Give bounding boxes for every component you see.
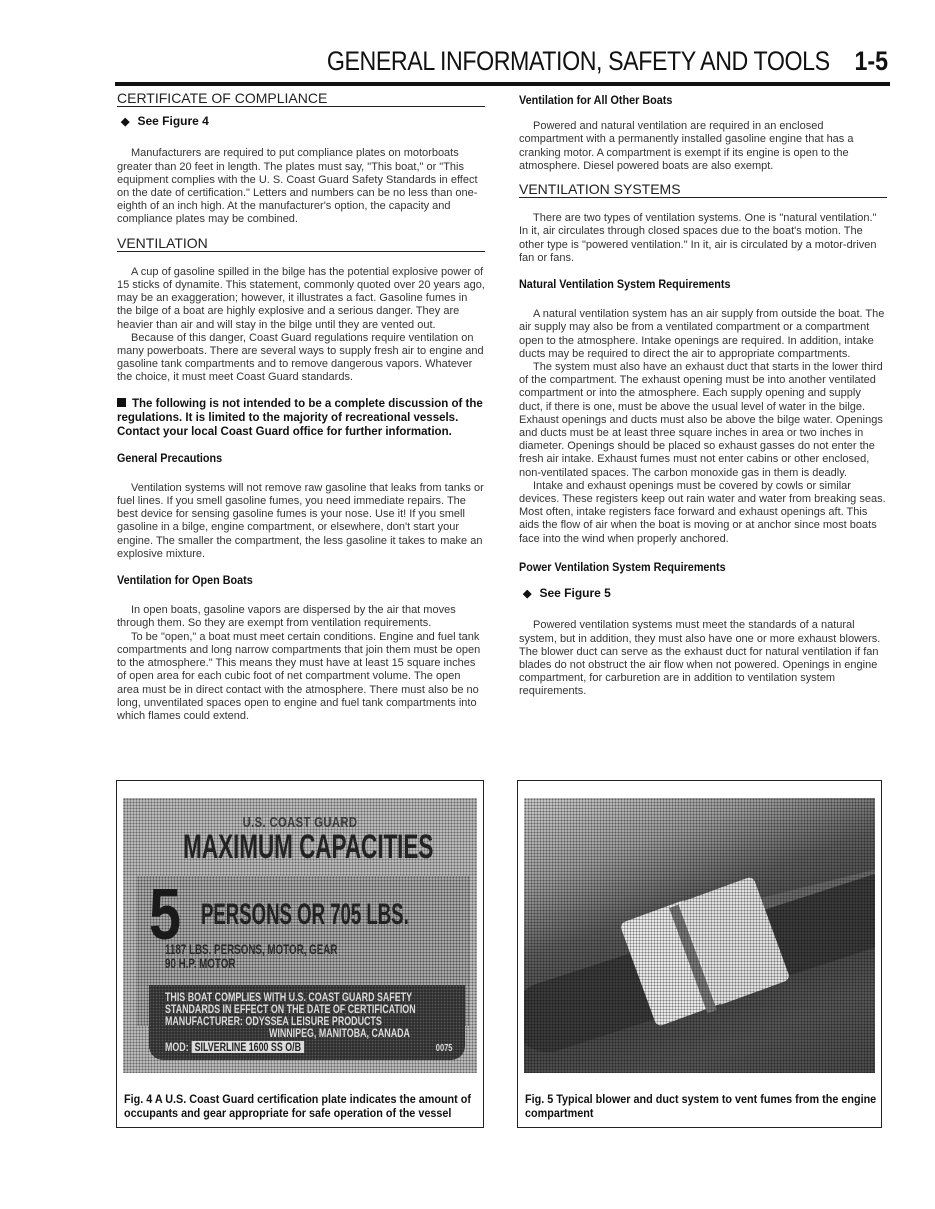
natural-ventilation-text: [519, 308, 887, 546]
diamond-bullet-icon: ◆: [121, 116, 130, 129]
plate-total-line: 1187 LBS. PERSONS, MOTOR, GEAR: [165, 941, 338, 957]
plate-model-value: SILVERLINE 1600 SS O/B: [192, 1041, 304, 1053]
note-text: The following is not intended to be a complete discussion of the regulations. It is limited to the majority of recreational vessels. Contact your local Coast Guard office for further information.: [117, 397, 483, 438]
page-header: [115, 42, 890, 82]
right-column: [519, 95, 887, 699]
page-title: GENERAL INFORMATION, SAFETY AND TOOLS: [327, 46, 830, 76]
plate-model-label: MOD:: [165, 1040, 189, 1054]
figure-4: [116, 780, 484, 1128]
plate-compliance-line-1: THIS BOAT COMPLIES WITH U.S. COAST GUARD SAFETY: [165, 990, 412, 1004]
plate-serial: 0075: [435, 1043, 453, 1054]
plate-compliance-box: [149, 985, 465, 1060]
see-figure-label: See Figure 4: [137, 114, 209, 129]
coast-guard-plate-image: [123, 798, 477, 1073]
subheading-general-precautions: General Precautions: [117, 452, 223, 465]
figure-5: [517, 780, 882, 1128]
subheading-other-boats: Ventilation for All Other Boats: [519, 95, 673, 107]
header-rule: [115, 82, 890, 86]
paragraph: Powered ventilation systems must meet the standards of a natural system, but in addition, they must also have one or more exhaust blowers. The blower duct can serve as the exhaust duct for natural ventilation if fan blades do not obstruct the air flow when not powered. Openings in engine compartment, for carburetion are in addition to ventilation system requirements.: [519, 619, 881, 698]
figure-5-caption: Fig. 5 Typical blower and duct system to vent fumes from the engine compartment: [525, 1094, 877, 1120]
plate-persons-text: PERSONS OR 705 LBS.: [201, 898, 409, 931]
paragraph: There are two types of ventilation systems. One is "natural ventilation." In it, air circulates through closed spaces due to the boat's motion. The other type is "powered ventilation." In it, air is circulated by a motor-driven fan or fans.: [519, 212, 877, 264]
plate-motor-line: 90 H.P. MOTOR: [165, 955, 236, 971]
note-callout: [117, 397, 485, 439]
paragraph: The system must also have an exhaust duct that starts in the lower third of the compartment. The exhaust opening must be into another ventilated compartment or into the atmosphere. Each supply opening and supply duct, if there is one, must be above the usual level of water in the bilge. Exhaust openings and ducts must also be above the bilge water. Openings and ducts must be at least three square inches in area or two inches in diameter. Openings should be placed so exhaust gasses do not enter the fresh air intake. Exhaust fumes must not enter cabins or other enclosed, non-ventilated spaces. The carbon monoxide gas in them is deadly.: [519, 361, 883, 479]
paragraph: Powered and natural ventilation are required in an enclosed compartment with a permanently installed gasoline engine that has a cranking motor. A compartment is exempt if its engine is open to the atmosphere. Diesel powered boats are also exempt.: [519, 120, 854, 172]
figure-4-caption: Fig. 4 A U.S. Coast Guard certification plate indicates the amount of occupants and gear appropriate for safe operation of the vessel: [124, 1094, 471, 1120]
plate-model-line: [165, 1041, 304, 1053]
plate-compliance-line-2: STANDARDS IN EFFECT ON THE DATE OF CERTIFICATION: [165, 1002, 416, 1016]
plate-manufacturer-line: MANUFACTURER: ODYSSEA LEISURE PRODUCTS: [165, 1014, 382, 1028]
blower-duct-photo: [524, 798, 875, 1073]
open-boats-text: [117, 604, 485, 723]
section-heading-ventilation: VENTILATION: [117, 237, 485, 252]
subheading-natural-ventilation: Natural Ventilation System Requirements: [519, 279, 731, 292]
see-figure-label: See Figure 5: [539, 586, 611, 601]
paragraph: To be "open," a boat must meet certain conditions. Engine and fuel tank compartments and long narrow compartments that join them must be open to the atmosphere." This means they must have at least 15 square inches of open area for each cubic foot of net compartment volume. The open area must be in direct contact with the atmosphere. There must also be no long, unventilated spaces open to engine and fuel tank compartments into which flames could extend.: [117, 630, 481, 722]
subheading-open-boats: Ventilation for Open Boats: [117, 575, 253, 588]
page-number: 1-5: [854, 46, 888, 76]
power-ventilation-text: [519, 619, 887, 698]
see-figure-5-reference: [523, 587, 887, 601]
plate-persons-number: 5: [149, 875, 182, 955]
paragraph: Intake and exhaust openings must be covered by cowls or similar devices. These registers keep out rain water and water from breaking seas. Most often, intake registers face forward and exhaust openings aft. This aids the flow of air when the boat is moving or at anchor since most boats face into the wind when properly anchored.: [519, 479, 886, 545]
halftone-overlay: [524, 798, 875, 1073]
general-precautions-text: [117, 482, 485, 561]
square-bullet-icon: [117, 398, 126, 407]
see-figure-4-reference: [121, 115, 485, 129]
diamond-bullet-icon: ◆: [523, 588, 532, 601]
paragraph: A natural ventilation system has an air supply from outside the boat. The air supply may also be from a ventilated compartment or a compartment open to the atmosphere. Intake openings are required. In addition, intake ducts may be required to direct the air to appropriate compartments.: [519, 308, 885, 360]
paragraph: Because of this danger, Coast Guard regulations require ventilation on many powerboats. There are several ways to supply fresh air to engine and gasoline tank compartments and to remove dangerous vapors. Whatever the choice, it must meet Coast Guard standards.: [117, 331, 484, 384]
ventilation-text: [117, 266, 485, 385]
plate-location-line: WINNIPEG, MANITOBA, CANADA: [269, 1026, 410, 1040]
paragraph: In open boats, gasoline vapors are dispersed by the air that moves through them. So they are exempt from ventilation requirements.: [117, 604, 456, 630]
paragraph: A cup of gasoline spilled in the bilge has the potential explosive power of 15 sticks of dynamite. This statement, commonly quoted over 20 years ago, may be an exaggeration; however, it illustrates a fact. Gasoline fumes in the bilge of a boat are highly explosive and a serious danger. They are heavier than air and will stay in the bilge until they are vented out.: [117, 265, 485, 331]
certificate-text: [117, 147, 485, 226]
paragraph: Ventilation systems will not remove raw gasoline that leaks from tanks or fuel lines. If you smell gasoline fumes, you need immediate repairs. The best device for sensing gasoline fumes is your nose. Use it! If you smell gasoline in a bilge, engine compartment, or elsewhere, don't start your engine. The smaller the compartment, the less gasoline it takes to make an explosive mixture.: [117, 481, 484, 560]
plate-total-capacity: [165, 942, 337, 970]
paragraph: Manufacturers are required to put compliance plates on motorboats greater than 20 feet in length. The plates must say, "This boat," or "This equipment complies with the U. S. Coast Guard Safety Standards in effect on the date of certification." Letters and numbers can be no less than one-eighth of an inch high. At the manufacturer's option, the capacity and compliance plates may be combined.: [117, 147, 478, 226]
other-boats-text: [519, 120, 887, 173]
subheading-power-ventilation: Power Ventilation System Requirements: [519, 561, 726, 574]
plate-authority: U.S. COAST GUARD: [242, 814, 358, 831]
section-heading-certificate: CERTIFICATE OF COMPLIANCE: [117, 92, 485, 107]
plate-title: MAXIMUM CAPACITIES: [183, 828, 434, 866]
left-column: [117, 92, 485, 723]
ventilation-systems-text: [519, 212, 887, 265]
section-heading-ventilation-systems: VENTILATION SYSTEMS: [519, 183, 887, 198]
